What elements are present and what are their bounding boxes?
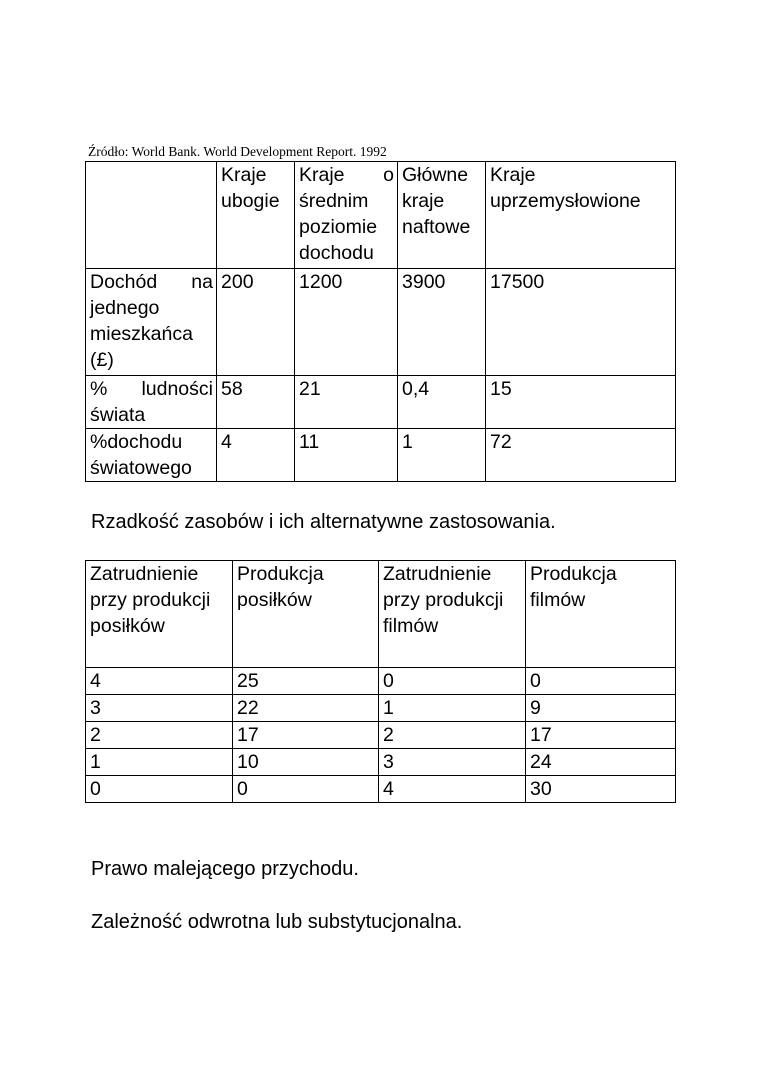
paragraph-inverse-relation: Zależność odwrotna lub substytucjonalna. <box>91 911 463 933</box>
table-cell: 72 <box>486 429 676 482</box>
table-cell: 0 <box>526 668 676 695</box>
header-cell: Kraje o średnim poziomie dochodu <box>295 162 398 269</box>
table-cell: 30 <box>526 776 676 803</box>
table-cell: 9 <box>526 695 676 722</box>
production-table <box>85 560 676 803</box>
header-cell-empty <box>86 162 217 269</box>
table-cell: 17 <box>233 722 379 749</box>
table-cell: 21 <box>295 376 398 429</box>
table-cell: 0 <box>379 668 526 695</box>
table-cell: 3 <box>379 749 526 776</box>
table-row <box>86 429 676 482</box>
row-label: %dochodu światowego <box>86 429 217 482</box>
table-header-row <box>86 561 676 668</box>
table-cell: 2 <box>86 722 233 749</box>
table-cell: 17 <box>526 722 676 749</box>
header-cell: Kraje ubogie <box>217 162 295 269</box>
table-row <box>86 668 676 695</box>
table-cell: 4 <box>379 776 526 803</box>
table-cell: 0 <box>233 776 379 803</box>
table-cell: 0,4 <box>398 376 486 429</box>
income-table <box>85 161 676 482</box>
table-cell: 200 <box>217 269 295 376</box>
table-cell: 58 <box>217 376 295 429</box>
table-cell: 3900 <box>398 269 486 376</box>
table-cell: 1 <box>86 749 233 776</box>
header-cell: Kraje uprzemysłowione <box>486 162 676 269</box>
table-cell: 17500 <box>486 269 676 376</box>
table-cell: 1200 <box>295 269 398 376</box>
header-cell: Zatrudnienie przy produkcji posiłków <box>86 561 233 668</box>
table-cell: 3 <box>86 695 233 722</box>
table-cell: 10 <box>233 749 379 776</box>
table-cell: 4 <box>86 668 233 695</box>
table-row <box>86 776 676 803</box>
table-cell: 25 <box>233 668 379 695</box>
table-cell: 15 <box>486 376 676 429</box>
table-cell: 11 <box>295 429 398 482</box>
table-cell: 24 <box>526 749 676 776</box>
header-cell: Zatrudnienie przy produkcji filmów <box>379 561 526 668</box>
section-heading: Rzadkość zasobów i ich alternatywne zastosowania. <box>91 511 556 533</box>
row-label: % ludności świata <box>86 376 217 429</box>
table-row <box>86 376 676 429</box>
table-cell: 0 <box>86 776 233 803</box>
table-cell: 22 <box>233 695 379 722</box>
table-header-row <box>86 162 676 269</box>
header-cell: Produkcja posiłków <box>233 561 379 668</box>
table-cell: 1 <box>379 695 526 722</box>
table-row <box>86 695 676 722</box>
table-cell: 1 <box>398 429 486 482</box>
header-cell: Produkcja filmów <box>526 561 676 668</box>
paragraph-diminishing-returns: Prawo malejącego przychodu. <box>91 858 359 880</box>
source-note: Źródło: World Bank. World Development Report. 1992 <box>88 144 387 159</box>
table-row <box>86 269 676 376</box>
table-cell: 2 <box>379 722 526 749</box>
row-label: Dochód na jednego mieszkańca (£) <box>86 269 217 376</box>
table-cell: 4 <box>217 429 295 482</box>
table-row <box>86 749 676 776</box>
table-row <box>86 722 676 749</box>
header-cell: Główne kraje naftowe <box>398 162 486 269</box>
